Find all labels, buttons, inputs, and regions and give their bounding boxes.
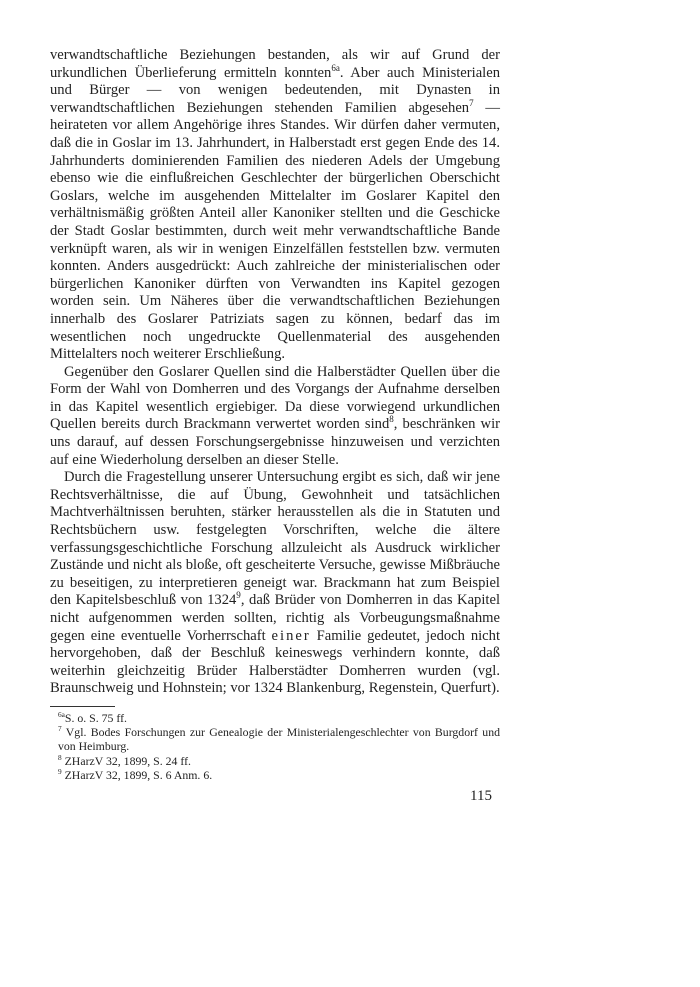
text-run: , beschränken wir uns darauf, auf dessen Forschungsergebnisse hinzuweisen und verzichten auf eine Wiederholung derselben an dieser Stelle.: [50, 416, 500, 468]
footnote-9: [50, 768, 500, 782]
footnote-marker: 8: [58, 752, 62, 762]
footnote-marker: 6a: [58, 710, 65, 720]
footnote-text: S. o. S. 75 ff.: [64, 710, 127, 725]
text-run: , daß Brüder von Domherren in das Kapitel nicht aufgenommen werden sollten, richtig als Vorbeugungsmaßnahme gegen eine eventuelle Vorherrschaft: [50, 592, 500, 644]
footnote-marker: 9: [58, 766, 62, 776]
footnote-ref-8: 8: [389, 414, 394, 425]
text-run: Gegenüber den Goslarer Quellen sind die Halberstädter Quellen über die Form der Wahl von Domherren und des Vorgangs der Aufnahme derselben in das Kapitel wesentlich ergiebiger. Da diese vorwiegend urkundlichen Quellen bereits durch Brackmann verwertet worden sind: [50, 363, 500, 433]
footnote-text: ZHarzV 32, 1899, S. 24 ff.: [61, 753, 191, 768]
footnote-text: Vgl. Bodes Forschungen zur Genealogie der Ministerialengeschlechter von Burgdorf und von Heimburg.: [58, 725, 500, 754]
footnote-ref-6a: 6a: [331, 62, 340, 73]
footnote-divider: [50, 706, 115, 707]
footnote-ref-9: 9: [236, 590, 241, 601]
footnote-7: [50, 725, 500, 753]
footnote-6a: [50, 711, 500, 725]
paragraph-2: [50, 364, 500, 470]
text-run: . Aber auch Ministerialen und Bürger — von wenigen bedeutenden, mit Dynasten in verwandtschaftlichen Beziehungen stehenden Familien abgesehen: [50, 64, 500, 116]
text-run: verwandtschaftliche Beziehungen bestanden, als wir auf Grund der urkundlichen Überlieferung ermitteln konnten: [50, 47, 500, 81]
footnote-8: [50, 754, 500, 768]
main-text: [50, 47, 500, 698]
footnotes: [50, 711, 500, 782]
text-run: Durch die Fragestellung unserer Untersuchung ergibt es sich, daß wir jene Rechtsverhältnisse, die auf Übung, Gewohnheit und tatsächlichen Machtverhältnissen beruhten, stärker herausstellen als die in Statuten und Rechtsbüchern usw. festgelegten Vorschriften, welche die ältere verfassungsgeschichtliche Forschung allzuleicht als Ausdruck wirklicher Zustände und nicht als bloße, oft gescheiterte Versuche, gewisse Mißbräuche zu beseitigen, zu interpretieren geneigt war. Brackmann hat zum Beispiel den Kapitelsbeschluß von 1324: [50, 469, 500, 609]
book-page: [50, 47, 500, 782]
footnote-ref-7: 7: [469, 97, 474, 108]
paragraph-1: [50, 47, 500, 364]
footnote-text: ZHarzV 32, 1899, S. 6 Anm. 6.: [61, 767, 213, 782]
emphasized-word: einer: [271, 627, 311, 644]
footnote-marker: 7: [58, 724, 62, 734]
page-number: 115: [470, 788, 492, 804]
text-run: Familie gedeutet, jedoch nicht hervorgehoben, daß der Beschluß keineswegs verhindern konnte, daß weiterhin gleichzeitig Brüder Halberstädter Domherren wurden (vgl. Braunschweig und Hohnstein; vor 1324 Blankenburg, Regenstein, Querfurt).: [50, 627, 500, 697]
text-run: — heirateten vor allem Angehörige ihres Standes. Wir dürfen daher vermuten, daß die in Goslar im 13. Jahrhundert, in Halberstadt erst gegen Ende des 14. Jahrhunderts dominierenden Familien des niederen Adels der Umgebung ebenso wie die einflußreichen Geschlechter der bürgerlichen Oberschicht Goslars, welche im ausgehenden Mittelalter im Goslarer Kapitel den verhältnismäßig größten Anteil aller Kanoniker stellten und die Geschicke der Stadt Goslar bestimmten, durch weit mehr verwandtschaftliche Bande verknüpft waren, als wir in wenigen Einzelfällen feststellen bzw. vermuten konnten. Anders ausgedrückt: Auch zahlreiche der ministerialischen oder bürgerlichen Kanoniker dürften von Verwandten ins Kapitel gezogen worden sein. Um Näheres über die verwandtschaftlichen Beziehungen innerhalb des Goslarer Patriziats sagen zu können, bedarf das im wesentlichen noch ungedruckte Quellenmaterial des ausgehenden Mittelalters noch weiterer Erschließung.: [50, 99, 500, 363]
paragraph-3: [50, 469, 500, 698]
